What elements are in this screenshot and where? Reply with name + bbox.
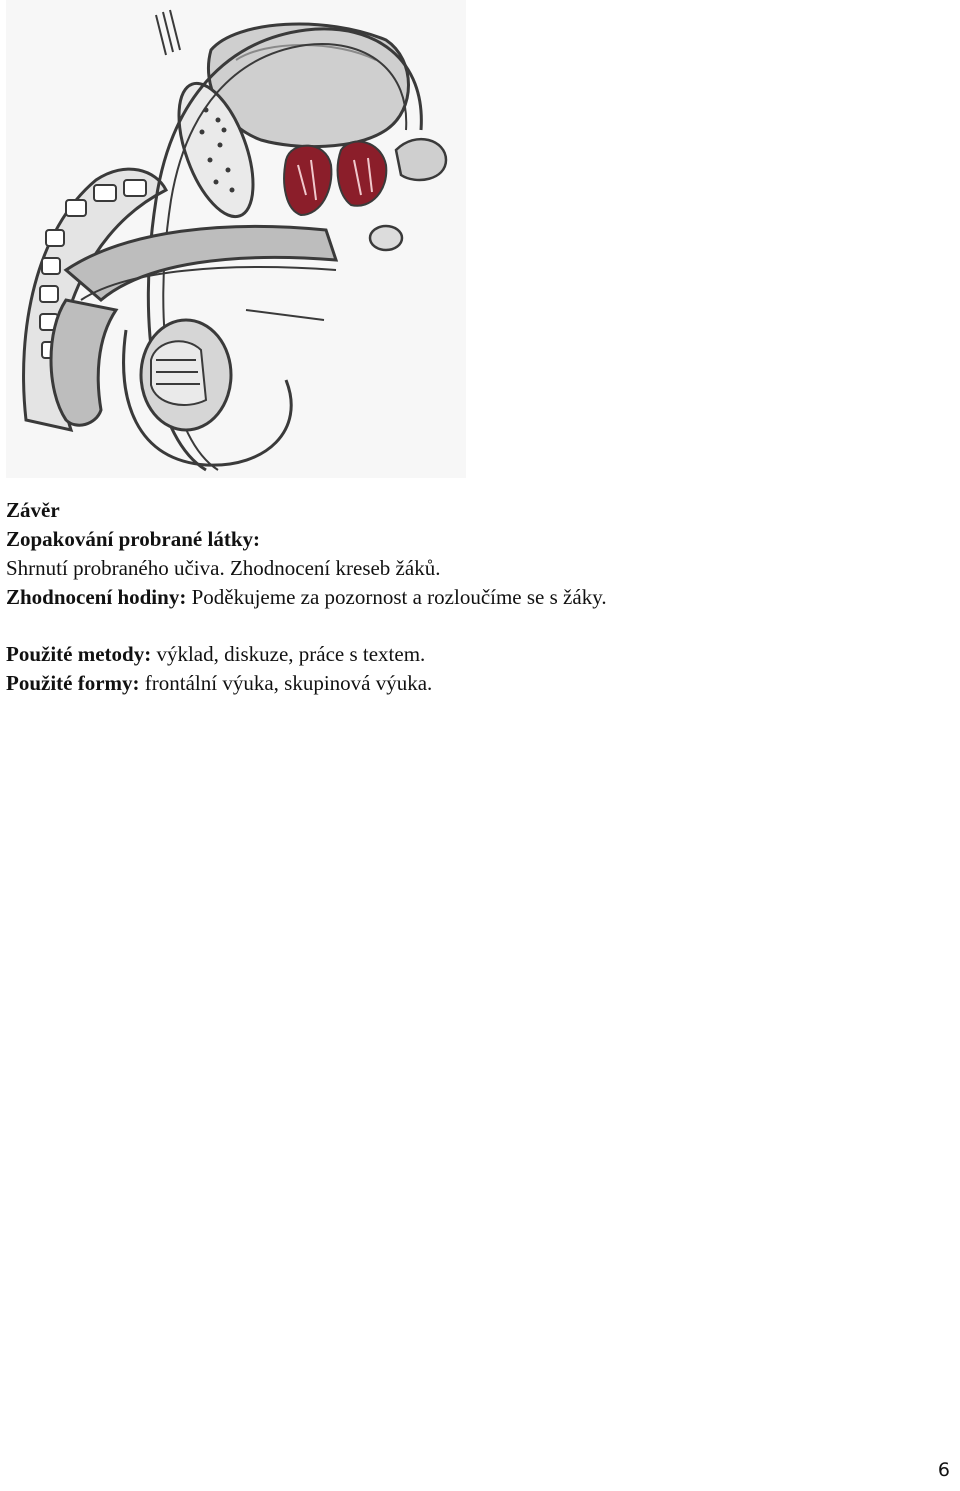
evaluation-line	[6, 583, 946, 612]
methods-label: Použité metody:	[6, 642, 152, 666]
methods-text: výklad, diskuze, práce s textem.	[151, 642, 426, 666]
forms-label: Použité formy:	[6, 671, 140, 695]
evaluation-text: Poděkujeme za pozornost a rozloučíme se s žáky.	[186, 585, 607, 609]
anatomical-figure	[6, 0, 466, 478]
review-label: Zopakování probrané látky:	[6, 527, 260, 551]
review-text: Shrnutí probraného učiva. Zhodnocení kreseb žáků.	[6, 556, 441, 580]
page-number: 6	[937, 1459, 950, 1481]
methods-line	[6, 640, 946, 669]
conclusion-section	[6, 496, 946, 698]
anatomical-illustration-icon	[6, 0, 466, 478]
paragraph-gap	[6, 612, 946, 640]
evaluation-label: Zhodnocení hodiny:	[6, 585, 187, 609]
section-heading: Závěr	[6, 498, 60, 522]
forms-line	[6, 669, 946, 698]
forms-text: frontální výuka, skupinová výuka.	[139, 671, 433, 695]
